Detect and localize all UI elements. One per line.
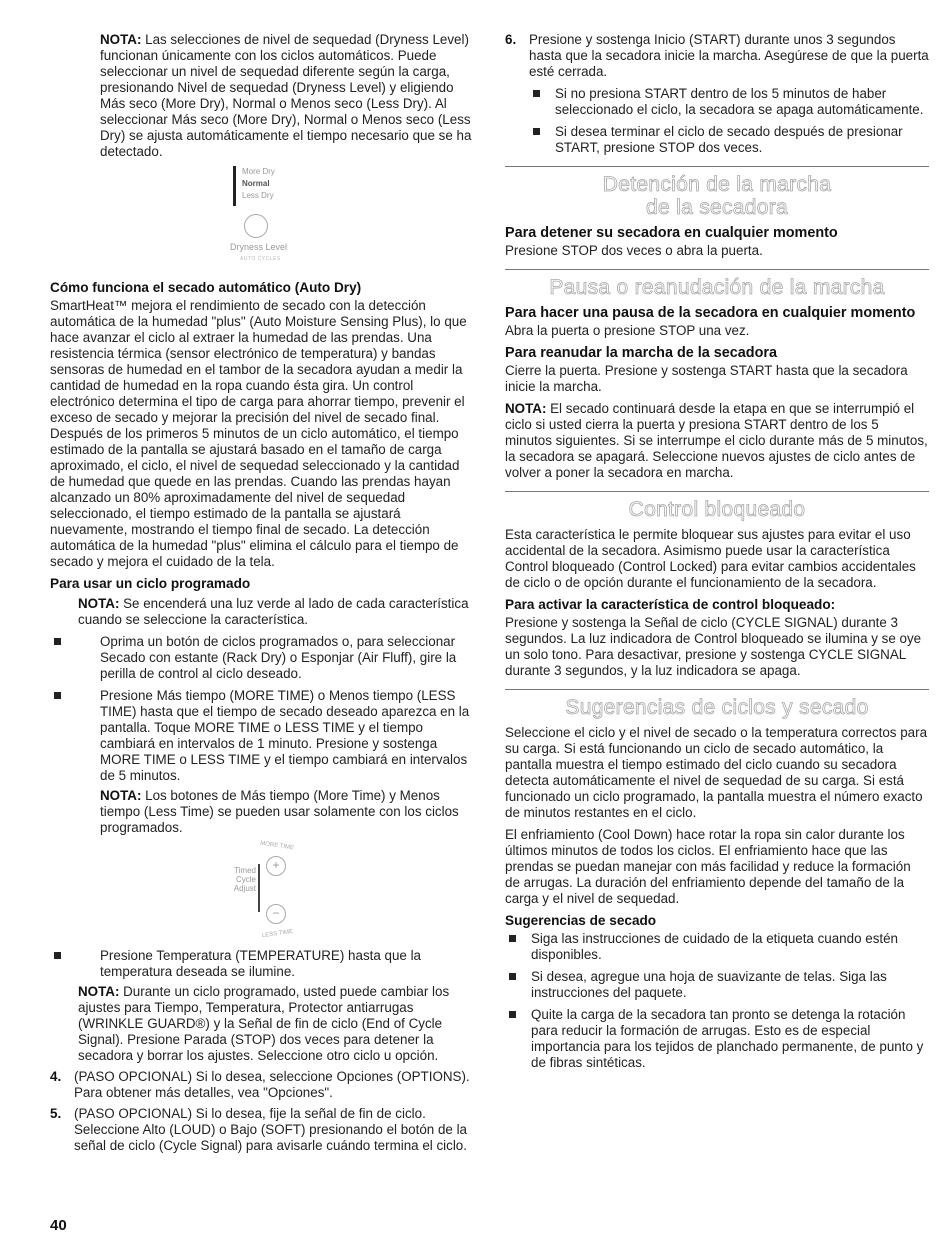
auto-cycles-caption: AUTO CYCLES <box>240 256 281 262</box>
note-label: NOTA: <box>78 596 120 611</box>
section-title-line: de la secadora <box>646 196 788 219</box>
list-item-text: Siga las instrucciones de cuidado de la etiqueta cuando estén disponibles. <box>531 931 899 962</box>
stop-text: Presione STOP dos veces o abra la puerta. <box>505 243 763 258</box>
section-divider <box>505 491 929 492</box>
list-item <box>50 688 478 784</box>
less-time-arc-label: LESS TIME <box>261 928 294 940</box>
panel-label-line: Cycle <box>235 875 256 884</box>
panel-label-line: Adjust <box>233 884 256 893</box>
list-item-text: Presione Más tiempo (MORE TIME) o Menos tiempo (LESS TIME) hasta que el tiempo de secado deseado aparezca en la pantalla. Toque MORE TIME o LESS TIME y el tiempo cambiará en intervalos de 1 minuto. Presione y sostenga MORE TIME o LESS TIME y el tiempo cambiará en intervalos de 5 minutos. <box>100 688 470 783</box>
bullet-icon <box>54 692 61 699</box>
more-time-note <box>100 788 478 836</box>
list-item <box>529 124 929 156</box>
control-locked-heading: Para activar la característica de control bloqueado: <box>505 597 836 612</box>
note-label: NOTA: <box>505 401 547 416</box>
less-dry-label: Less Dry <box>242 191 274 200</box>
normal-label: Normal <box>242 179 270 188</box>
bullet-icon <box>509 1011 516 1018</box>
note-text: Las selecciones de nivel de sequedad (Dryness Level) funcionan únicamente con los ciclos automáticos. Puede seleccionar un nivel de sequedad diferente según la carga, presionando Nivel de sequedad (Dryness Level) y eligiendo Más seco (More Dry), Normal o Menos seco (Less Dry). Al seleccionar Más seco (More Dry), Normal o Menos seco (Less Dry) se ajusta automáticamente el tiempo necesario que se ha detectado. <box>100 32 472 159</box>
more-dry-label: More Dry <box>242 167 275 176</box>
tips-text: Seleccione el ciclo y el nivel de secado o la temperatura correctos para su carga. Si está funcionando un ciclo de secado automático, la pantalla muestra el tiempo estimado del ciclo cuando su secadora detecta automáticamente el nivel de sequedad de su carga. Si está funcionado un ciclo programado, la pantalla muestra el número exacto de minutos restantes en el ciclo. <box>505 725 928 820</box>
list-item-text: Oprima un botón de ciclos programados o, para seleccionar Secado con estante (Rack Dry) o Esponjar (Air Fluff), gire la perilla de control al ciclo deseado. <box>100 634 457 681</box>
note-label: NOTA: <box>100 788 142 803</box>
note-text: Los botones de Más tiempo (More Time) y Menos tiempo (Less Time) se pueden usar solamente con los ciclos programados. <box>100 788 459 835</box>
bullet-icon <box>54 952 61 959</box>
section-divider <box>505 166 929 167</box>
list-item <box>505 969 929 1001</box>
bullet-icon <box>54 638 61 645</box>
step-text: Presione y sostenga Inicio (START) durante unos 3 segundos hasta que la secadora inicie la marcha. Asegúrese de que la puerta esté cerrada. <box>529 32 929 79</box>
page-number: 40 <box>50 1217 67 1234</box>
dryness-indicator-bar <box>233 166 236 206</box>
bullet-icon <box>533 90 540 97</box>
step-5 <box>50 1106 478 1154</box>
section-title-tips: Sugerencias de ciclos y secado <box>565 696 869 719</box>
list-item-text: Si desea terminar el ciclo de secado después de presionar START, presione STOP dos veces. <box>555 124 903 155</box>
step-number: 6. <box>505 32 517 47</box>
left-column <box>50 32 478 1154</box>
timed-cycle-adjust-panel <box>228 842 338 942</box>
green-light-note <box>78 596 478 628</box>
bullet-icon <box>509 935 516 942</box>
timed-cycle-adjust-label <box>228 866 256 893</box>
more-time-arc-label: MORE TIME <box>259 840 295 852</box>
step-text: (PASO OPCIONAL) Si lo desea, fije la señal de fin de ciclo. Seleccione Alto (LOUD) o Bajo (SOFT) presionando el botón de la señal de ciclo (Cycle Signal) para avisarle cuándo termina el ciclo. <box>74 1106 467 1153</box>
dryness-level-caption: Dryness Level <box>230 242 288 252</box>
step-4 <box>50 1069 478 1101</box>
panel-label-line: Timed <box>234 866 256 875</box>
section-title-line: Detención de la marcha <box>602 173 832 196</box>
step-6 <box>505 32 929 80</box>
step-number: 4. <box>50 1069 62 1084</box>
plus-icon: + <box>266 856 286 876</box>
drying-tips-heading: Sugerencias de secado <box>505 913 657 928</box>
dryness-note <box>100 32 478 160</box>
resume-note <box>505 401 929 481</box>
auto-dry-heading: Cómo funciona el secado automático (Auto Dry) <box>50 280 362 295</box>
list-item <box>50 948 478 980</box>
pause-heading: Para hacer una pausa de la secadora en cualquier momento <box>505 305 916 321</box>
minus-icon: − <box>266 904 286 924</box>
list-item <box>529 86 929 118</box>
stop-heading: Para detener su secadora en cualquier momento <box>505 225 838 241</box>
step-number: 5. <box>50 1106 62 1121</box>
bullet-icon <box>509 973 516 980</box>
list-item-text: Presione Temperatura (TEMPERATURE) hasta que la temperatura deseada se ilumine. <box>100 948 422 979</box>
control-locked-instructions: Presione y sostenga la Señal de ciclo (CYCLE SIGNAL) durante 3 segundos. La luz indicadora de Control bloqueado se ilumina y se oye un solo tono. Para desactivar, presione y sostenga CYCLE SIGNAL durante 3 segundos, y la luz indicadora se apaga. <box>505 615 922 678</box>
dryness-button-icon <box>244 214 268 238</box>
list-item-text: Si desea, agregue una hoja de suavizante de telas. Siga las instrucciones del paquete. <box>531 969 887 1000</box>
note-text: Se encenderá una luz verde al lado de cada característica cuando se seleccione la característica. <box>78 596 469 627</box>
section-divider <box>505 689 929 690</box>
timed-cycle-heading: Para usar un ciclo programado <box>50 576 251 591</box>
step-text: (PASO OPCIONAL) Si lo desea, seleccione Opciones (OPTIONS). Para obtener más detalles, vea "Opciones". <box>74 1069 470 1100</box>
resume-heading: Para reanudar la marcha de la secadora <box>505 345 777 361</box>
section-title-stop <box>505 173 929 219</box>
list-item <box>50 634 478 682</box>
section-divider <box>505 269 929 270</box>
bullet-icon <box>533 128 540 135</box>
list-item <box>505 1007 929 1071</box>
cool-down-text: El enfriamiento (Cool Down) hace rotar la ropa sin calor durante los últimos minutos de todos los ciclos. El enfriamiento hace que las prendas se puedan manejar con más facilidad y reduce la formación de arrugas. La duración del enfriamiento depende del tamaño de la carga y el nivel de sequedad. <box>505 827 911 906</box>
note-label: NOTA: <box>100 32 142 47</box>
timed-cycle-note <box>78 984 478 1064</box>
note-text: Durante un ciclo programado, usted puede cambiar los ajustes para Tiempo, Temperatura, Protector antiarrugas (WRINKLE GUARD®) y la Señal de fin de ciclo (End of Cycle Signal). Presione Parada (STOP) dos veces para detener la secadora y borrar los ajustes. Seleccione otro ciclo u opción. <box>78 984 450 1063</box>
note-text: El secado continuará desde la etapa en que se interrumpió el ciclo si usted cierra la puerta y presiona START dentro de los 5 minutos siguientes. Si se interrumpe el ciclo durante más de 5 minutos, la secadora se apagará. Seleccione nuevos ajustes de ciclo antes de volver a poner la secadora en marcha. <box>505 401 928 480</box>
dryness-level-panel <box>230 166 360 270</box>
section-title-control-locked: Control bloqueado <box>628 498 806 521</box>
list-item-text: Quite la carga de la secadora tan pronto se detenga la rotación para reducir la formación de arrugas. Esto es de especial importancia para los tejidos de planchado permanente, de punto y de fibras sintéticas. <box>531 1007 924 1070</box>
list-item-text: Si no presiona START dentro de los 5 minutos de haber seleccionado el ciclo, la secadora se apaga automáticamente. <box>555 86 924 117</box>
section-title-pause: Pausa o reanudación de la marcha <box>549 276 885 299</box>
list-item <box>505 931 929 963</box>
note-label: NOTA: <box>78 984 120 999</box>
control-locked-text: Esta característica le permite bloquear sus ajustes para evitar el uso accidental de la secadora. Asimismo puede usar la característica Control bloqueado (Control Locked) para evitar cambios accidentales de ciclo o de opción durante el funcionamiento de la secadora. <box>505 527 916 590</box>
pause-text: Abra la puerta o presione STOP una vez. <box>505 323 750 338</box>
auto-dry-text: SmartHeat™ mejora el rendimiento de secado con la detección automática de la humedad "plus" (Auto Moisture Sensing Plus), lo que hace avanzar el ciclo al extraer la humedad de las prendas. Una resistencia térmica (sensor electrónico de temperatura) y bandas sensoras de humedad en el tambor de la secadora ayudan a medir la cantidad de humedad en la ropa cuando ésta gira. Un control electrónico determina el tipo de carga para ahorrar tiempo, prevenir el exceso de secado y mejorar la precisión del nivel de secado final. Después de los primeros 5 minutos de un ciclo automático, el tiempo estimado de la pantalla se ajustará basado en el tamaño de carga aproximado, el ciclo, el nivel de sequedad seleccionado y la cantidad de humedad que quede en las prendas. Cuando las prendas hayan alcanzado un 80% aproximadamente del nivel de sequedad seleccionado, el tiempo estimado de la pantalla se ajustará nuevamente, mostrando el tiempo final de secado. La detección automática de la humedad "plus" elimina el cálculo para el tiempo de secado y mejora el cuidado de la tela. <box>50 298 467 569</box>
right-column <box>505 32 929 1071</box>
panel-divider <box>258 864 260 912</box>
resume-text: Cierre la puerta. Presione y sostenga START hasta que la secadora inicie la marcha. <box>505 363 908 394</box>
